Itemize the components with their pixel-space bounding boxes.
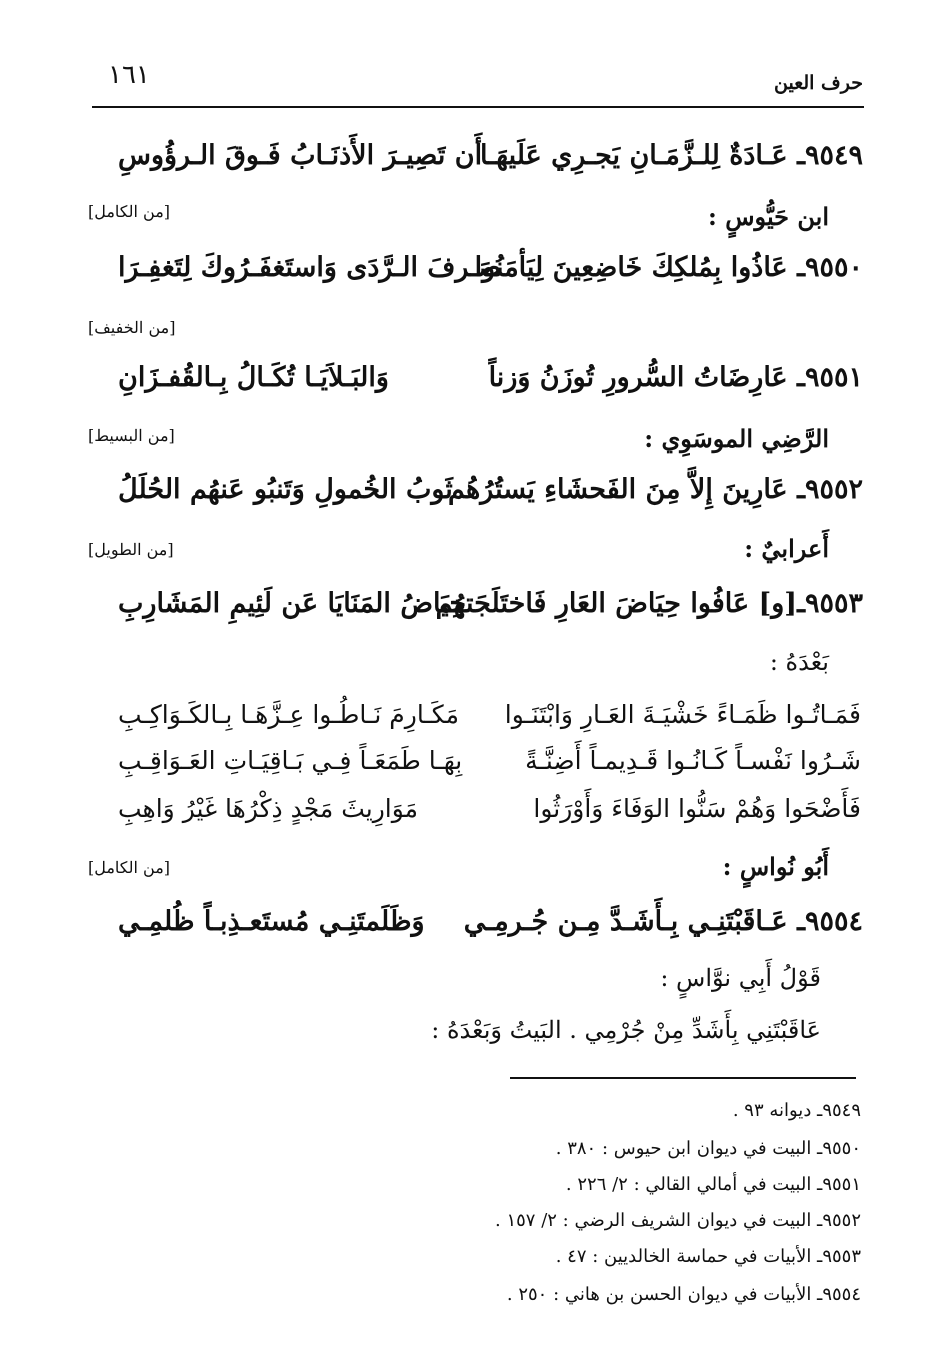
meter-label: [من الكامل] <box>88 858 171 877</box>
verse-line-first-hemistich: شَـرُوا نَفْسـاً كَـانُـوا قَـدِيمـاً أَضِنَّـةً <box>525 746 861 775</box>
verse-9551-first-hemistich: ٩٥٥١ـ عَارِضَاتُ السُّرورِ تُوزَنُ وَزناً <box>488 362 863 393</box>
footnote: ٩٥٥٤ـ الأبيات في ديوان الحسن بن هاني : ٢٥٠ . <box>506 1284 861 1305</box>
verse-9552-first-hemistich: ٩٥٥٢ـ عَارِينَ إِلاَّ مِنَ الفَحشَاءِ يَستُرُهُم <box>448 474 863 505</box>
meter-label: [من الطويل] <box>88 540 174 559</box>
verse-9553-second-hemistich: حِيَاضُ المَنَايَا عَن لَئِيمِ المَشَارِبِ <box>118 588 467 619</box>
verse-9554-first-hemistich: ٩٥٥٤ـ عَـاقَبْتَنِـي بِـأَشَـدَّ مِـن جُـرمِـي <box>463 906 863 937</box>
quote-text: عَاقَبْتَنِي بِأَشَدِّ مِنْ جُرْمِي . البَيتُ وَبَعْدَهُ : <box>431 1016 821 1044</box>
verse-9551-second-hemistich: وَالبَـلاَيَـا تُكَـالُ بِـالقُفـزَانِ <box>118 362 389 393</box>
footnote: ٩٥٥٠ـ البيت في ديوان ابن حيوس : ٣٨٠ . <box>555 1138 861 1159</box>
verse-line-second-hemistich: مَوَارِيثَ مَجْدٍ ذِكْرُهَا غَيْرُ وَاهِبِ <box>118 794 419 823</box>
meter-label: [من الكامل] <box>88 202 171 221</box>
chapter-title: حرف العين <box>774 72 863 94</box>
verse-9550-second-hemistich: صَـرفَ الـرَّدَى وَاستَغفَـرُوكَ لِتَغفِـرَا <box>118 252 502 283</box>
verse-9549-second-hemistich: أَن تَصِيـرَ الأَذنَـابُ فَـوقَ الـرؤُوسِ <box>118 140 483 171</box>
verse-line-first-hemistich: فَمَـاتُـوا ظَمَـاءً خَشْيَـةَ العَـارِ وَابْتَنَـوا <box>504 700 861 729</box>
quote-intro: قَوْلُ أَبِي نوَّاسٍ : <box>660 964 821 992</box>
verse-9552-second-hemistich: ثَوبُ الخُمولِ وَتَنبُو عَنهُم الحُلَلُ <box>118 474 453 505</box>
verse-line-first-hemistich: فَأَضْحَوا وَهُمْ سَنُّوا الوَفَاءَ وَأَوْرَثُوا <box>533 794 861 823</box>
footnote: ٩٥٥١ـ البيت في أمالي القالي : ٢/ ٢٢٦ . <box>565 1174 861 1195</box>
footnote: ٩٥٥٣ـ الأبيات في حماسة الخالديين : ٤٧ . <box>555 1246 861 1267</box>
verse-9554-second-hemistich: وَظَلَمتَنِـي مُستَعـذِبـاً ظُلمِـي <box>118 906 425 937</box>
verse-9550-first-hemistich: ٩٥٥٠ـ عَاذُوا بِمُلكِكَ خَاضِعِينَ لِيَأمَنُوا <box>474 252 863 283</box>
poet-name: الرَّضِي الموسَوِي : <box>644 424 829 453</box>
verse-9553-first-hemistich: ٩٥٥٣ـ[و] عَافُوا حِيَاضَ العَارِ فَاختَلَجَتهُم <box>435 588 863 619</box>
verse-line-second-hemistich: بِهَـا طَمَعَـاً فِـي بَـاقِيَـاتِ العَـوَاقِـبِ <box>118 746 463 775</box>
footnote: ٩٥٤٩ـ ديوانه ٩٣ . <box>732 1100 861 1121</box>
footnote-divider <box>510 1077 856 1079</box>
meter-label: [من البسيط] <box>88 426 175 445</box>
poet-name: ابن حَيُّوسٍ : <box>708 202 829 231</box>
header-divider <box>92 106 864 108</box>
poet-name: أَعرابيٌ : <box>744 534 829 563</box>
poet-name: أَبُو نُواسٍ : <box>722 852 829 881</box>
footnote: ٩٥٥٢ـ البيت في ديوان الشريف الرضي : ٢/ ١٥٧ . <box>495 1210 861 1231</box>
verse-9549-first-hemistich: ٩٥٤٩ـ عَـادَةٌ لِلـزَّمَـانِ يَجـرِي عَلَيهَـا <box>479 140 863 171</box>
verse-line-second-hemistich: مَكَـارِمَ نَـاطُـوا عِـزَّهَـا بِـالكَـوَاكِـبِ <box>118 700 459 729</box>
page-number: ١٦١ <box>108 60 150 90</box>
meter-label: [من الخفيف] <box>88 318 176 337</box>
after-label: بَعْدَهُ : <box>769 648 829 676</box>
